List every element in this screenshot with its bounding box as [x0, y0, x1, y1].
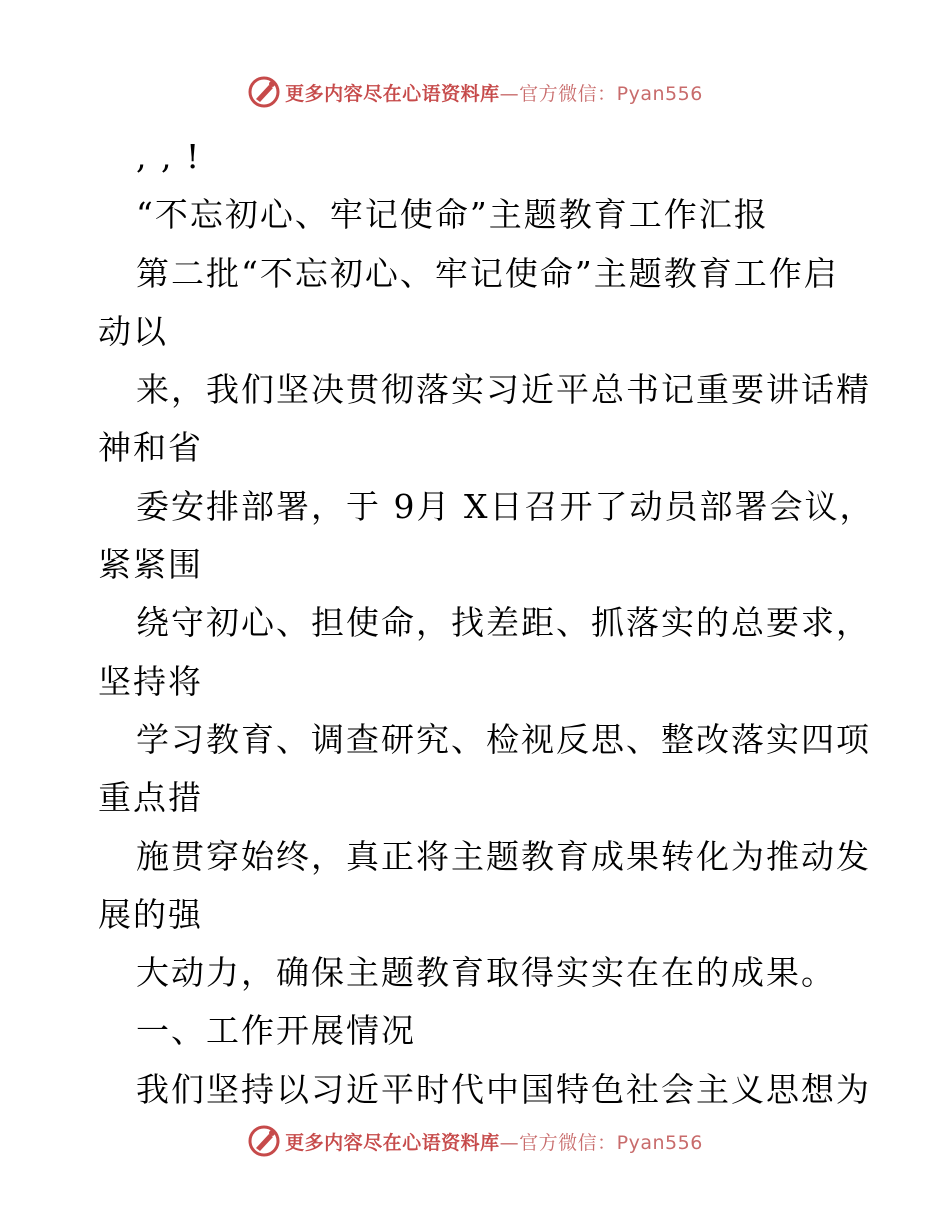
- text-line: 展的强: [98, 894, 203, 934]
- text-line: 来，我们坚决贯彻落实习近平总书记重要讲话精: [136, 370, 871, 410]
- text-line: 坚持将: [98, 661, 203, 701]
- watermark-main-text: 更多内容尽在心语资料库: [285, 1131, 500, 1154]
- document-body: [98, 128, 875, 1119]
- text-line: , , !: [136, 137, 202, 176]
- pen-seal-icon: [247, 1124, 281, 1158]
- text-line: 重点措: [98, 778, 203, 818]
- text-line: 绕守初心、担使命，找差距、抓落实的总要求，: [136, 603, 871, 643]
- text-line: 神和省: [98, 428, 203, 468]
- text-line: 第二批“不忘初心、牢记使命”主题教育工作启: [136, 253, 839, 293]
- text-line: 学习教育、调查研究、检视反思、整改落实四项: [136, 719, 871, 759]
- text-line: 动以: [98, 311, 168, 351]
- text-line: 紧紧围: [98, 545, 203, 585]
- pen-seal-icon: [247, 75, 281, 109]
- section-heading: 一、工作开展情况: [136, 1011, 416, 1051]
- text-line: 施贯穿始终，真正将主题教育成果转化为推动发: [136, 836, 871, 876]
- watermark-sub-text: —官方微信：Pyan556: [499, 82, 703, 105]
- header-watermark: [0, 72, 950, 112]
- text-line: 我们坚持以习近平时代中国特色社会主义思想为: [136, 1069, 871, 1109]
- document-title: “不忘初心、牢记使命”主题教育工作汇报: [136, 195, 769, 235]
- text-line: 委安排部署，于 9月 X日召开了动员部署会议，: [136, 486, 875, 526]
- watermark-main-text: 更多内容尽在心语资料库: [285, 82, 500, 105]
- text-line: 大动力，确保主题教育取得实实在在的成果。: [136, 953, 836, 993]
- footer-watermark: [0, 1121, 950, 1161]
- watermark-sub-text: —官方微信：Pyan556: [499, 1131, 703, 1154]
